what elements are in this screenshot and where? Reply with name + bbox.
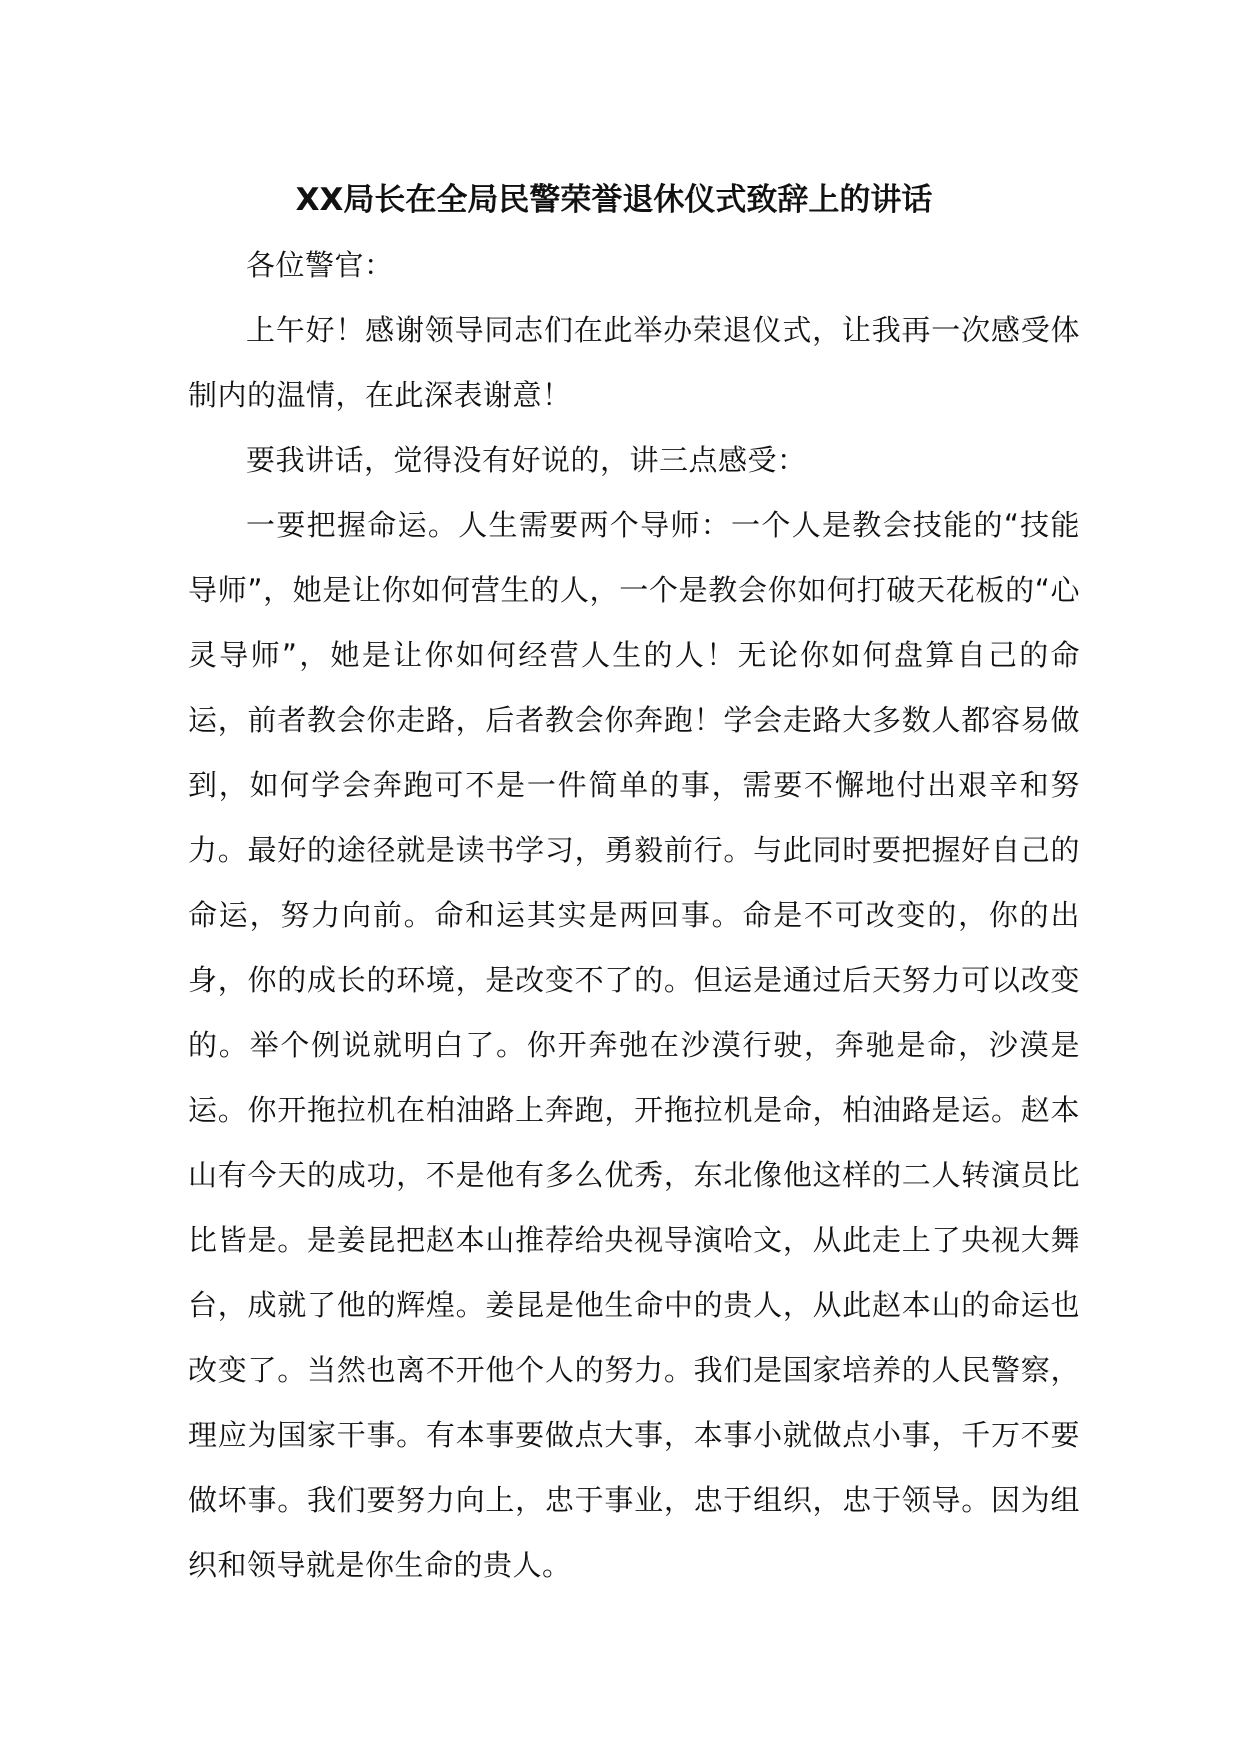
document-page xyxy=(188,170,1080,1598)
salutation-paragraph: 各位警官： xyxy=(246,248,394,282)
intro-paragraph: 要我讲话，觉得没有好说的，讲三点感受： xyxy=(246,443,807,477)
greeting-paragraph: 上午好！感谢领导同志们在此举办荣退仪式，让我再一次感受体制内的温情，在此深表谢意！ xyxy=(188,313,1080,412)
document-title: XX局长在全局民警荣誉退休仪式致辞上的讲话 xyxy=(295,182,933,218)
body-paragraph: 一要把握命运。人生需要两个导师：一个人是教会技能的“技能导师”，她是让你如何营生的人，一个是教会你如何打破天花板的“心灵导师”，她是让你如何经营人生的人！无论你如何盘算自己的命运，前者教会你走路，后者教会你奔跑！学会走路大多数人都容易做到，如何学会奔跑可不是一件简单的事，需要不懈地付出艰辛和努力。最好的途径就是读书学习，勇毅前行。与此同时要把握好自己的命运，努力向前。命和运其实是两回事。命是不可改变的，你的出身，你的成长的环境，是改变不了的。但运是通过后天努力可以改变的。举个例说就明白了。你开奔弛在沙漠行驶，奔驰是命，沙漠是运。你开拖拉机在柏油路上奔跑，开拖拉机是命，柏油路是运。赵本山有今天的成功，不是他有多么优秀，东北像他这样的二人转演员比比皆是。是姜昆把赵本山推荐给央视导演哈文，从此走上了央视大舞台，成就了他的辉煌。姜昆是他生命中的贵人，从此赵本山的命运也改变了。当然也离不开他个人的努力。我们是国家培养的人民警察，理应为国家干事。有本事要做点大事，本事小就做点小事，千万不要做坏事。我们要努力向上，忠于事业，忠于组织，忠于领导。因为组织和领导就是你生命的贵人。 xyxy=(188,508,1080,1582)
